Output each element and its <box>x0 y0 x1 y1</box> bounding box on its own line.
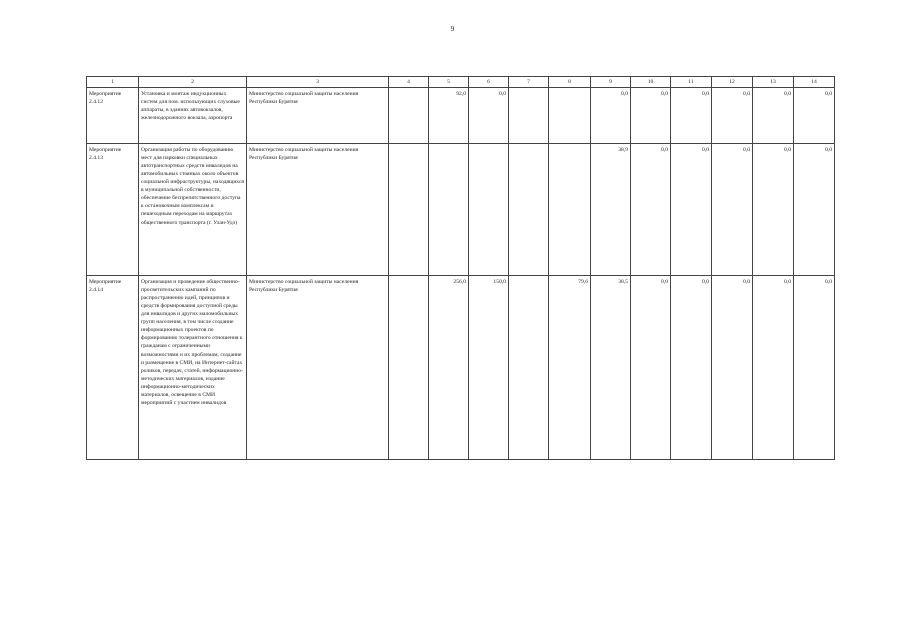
value-cell: 0,0 <box>671 144 712 276</box>
table-row <box>87 88 835 144</box>
table-header-row <box>87 77 835 88</box>
measure-description: Организация работы по оборудованию мест для парковки специальных автотранспортных средств инвалидов на автомобильных стоянках около объектов социальной инфраструктуры, находящихся в муниципальной собственности, обеспечение беспрепятственного доступа к остановочным комплексам и пешеходным переходам на маршрутах общественного транспорта (г. Улан-Удэ) <box>139 144 247 276</box>
value-cell: 0,0 <box>671 88 712 144</box>
value-cell <box>509 144 549 276</box>
column-header: 10 <box>631 77 671 88</box>
column-header: 6 <box>469 77 509 88</box>
value-cell: 150,0 <box>469 276 509 460</box>
budget-table <box>86 76 835 460</box>
value-cell <box>509 276 549 460</box>
column-header: 13 <box>753 77 794 88</box>
column-header: 12 <box>712 77 753 88</box>
page-number: 9 <box>450 25 455 33</box>
responsible-executor: Министерство социальной защиты населения Республики Бурятия <box>247 144 389 276</box>
value-cell: 0,0 <box>469 88 509 144</box>
column-header: 2 <box>139 77 247 88</box>
value-cell: 0,0 <box>794 276 835 460</box>
measure-code: Мероприятие 2.4.13 <box>87 144 139 276</box>
value-cell: 0,0 <box>712 276 753 460</box>
value-cell: 0,0 <box>631 88 671 144</box>
measure-code: Мероприятие 2.4.14 <box>87 276 139 460</box>
value-cell: 0,0 <box>712 88 753 144</box>
responsible-executor: Министерство социальной защиты населения Республики Бурятия <box>247 88 389 144</box>
value-cell: 0,0 <box>631 276 671 460</box>
value-cell: 0,0 <box>794 144 835 276</box>
value-cell: 38,5 <box>591 276 631 460</box>
column-header: 11 <box>671 77 712 88</box>
value-cell: 0,0 <box>631 144 671 276</box>
column-header: 4 <box>389 77 429 88</box>
value-cell <box>389 144 429 276</box>
responsible-executor: Министерство социальной защиты населения Республики Бурятия <box>247 276 389 460</box>
value-cell: 256,0 <box>429 276 469 460</box>
measure-description: Установка и монтаж индукционных систем для пом. использующих слуховые аппараты, в зданиях автовокзалов, железнодорожного вокзала, аэропорта <box>139 88 247 144</box>
value-cell <box>389 276 429 460</box>
column-header: 5 <box>429 77 469 88</box>
table-row <box>87 276 835 460</box>
value-cell: 0,0 <box>753 144 794 276</box>
value-cell: 0,0 <box>753 276 794 460</box>
value-cell <box>549 144 591 276</box>
value-cell: 38,9 <box>591 144 631 276</box>
column-header: 7 <box>509 77 549 88</box>
value-cell: 0,0 <box>712 144 753 276</box>
value-cell: 0,0 <box>671 276 712 460</box>
value-cell <box>509 88 549 144</box>
measure-code: Мероприятие 2.4.12 <box>87 88 139 144</box>
value-cell: 0,0 <box>591 88 631 144</box>
value-cell <box>549 88 591 144</box>
column-header: 3 <box>247 77 389 88</box>
value-cell: 0,0 <box>753 88 794 144</box>
column-header: 8 <box>549 77 591 88</box>
value-cell <box>389 88 429 144</box>
value-cell <box>429 144 469 276</box>
value-cell: 92,0 <box>429 88 469 144</box>
column-header: 9 <box>591 77 631 88</box>
value-cell <box>469 144 509 276</box>
value-cell: 0,0 <box>794 88 835 144</box>
column-header: 1 <box>87 77 139 88</box>
column-header: 14 <box>794 77 835 88</box>
value-cell: 79,6 <box>549 276 591 460</box>
measure-description: Организация и проведение общественно-просветительских кампаний по распространению идей, принципов и средств формирования доступной среды для инвалидов и других маломобильных групп населения, в том числе создание информационных проектов по формированию толерантного отношения к гражданам с ограниченными возможностями и их проблемам, создание и размещение в СМИ, на Интернет-сайтах роликов, передач, статей, информационно-методических материалов, издание информационно-методических материалов, освещение в СМИ мероприятий с участием инвалидов <box>139 276 247 460</box>
table-row <box>87 144 835 276</box>
